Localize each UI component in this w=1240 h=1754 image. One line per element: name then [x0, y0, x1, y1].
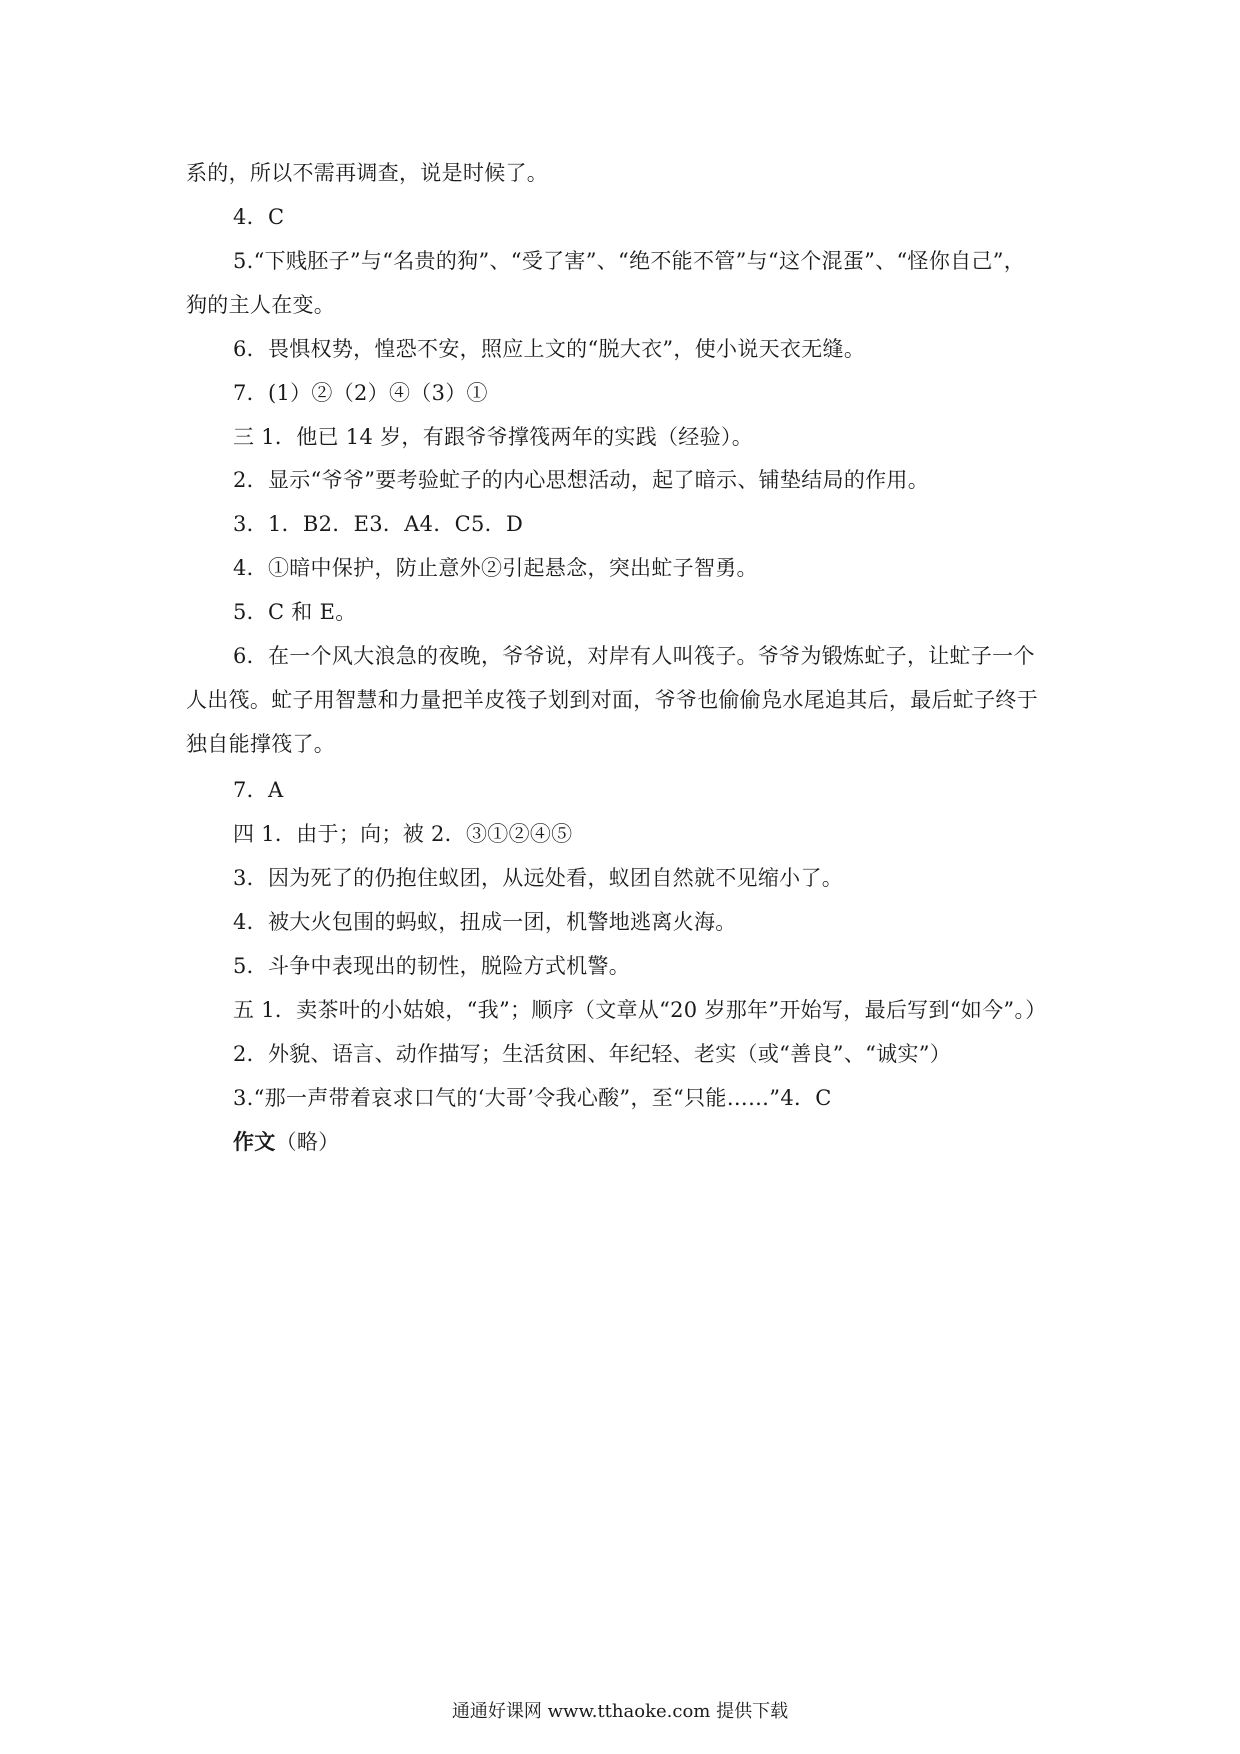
essay-label: 作文: [233, 1129, 276, 1154]
essay-line: [233, 1128, 340, 1156]
answer-line-9: 3．1．B2．E3．A4．C5．D: [233, 512, 524, 536]
answer-line-4: 狗的主人在变。: [186, 293, 336, 317]
page-footer: 通通好课网 www.tthaoke.com 提供下载: [451, 1701, 789, 1722]
answer-line-13: 人出筏。虻子用智慧和力量把羊皮筏子划到对面，爷爷也偷偷凫水尾追其后，最后虻子终于: [186, 688, 1038, 712]
answer-line-14: 独自能撑筏了。: [186, 732, 336, 756]
answer-line-19: 5．斗争中表现出的韧性，脱险方式机警。: [233, 954, 631, 978]
answer-line-20: 五 1．卖茶叶的小姑娘，“我”；顺序（文章从“20 岁那年”开始写，最后写到“如今”。）: [233, 998, 1047, 1022]
answer-line-11: 5．C 和 E。: [233, 600, 357, 624]
answer-line-8: 2．显示“爷爷”要考验虻子的内心思想活动，起了暗示、铺垫结局的作用。: [233, 468, 930, 492]
answer-line-22: 3.“那一声带着哀求口气的‘大哥’令我心酸”，至“只能……”4．C: [233, 1086, 832, 1110]
answer-line-16: 四 1．由于；向；被 2．③①②④⑤: [233, 822, 573, 846]
answer-line-10: 4．①暗中保护，防止意外②引起悬念，突出虻子智勇。: [233, 556, 758, 580]
answer-line-2: 4．C: [233, 205, 285, 229]
essay-note: （略）: [275, 1130, 340, 1154]
answer-line-17: 3．因为死了的仍抱住蚁团，从远处看，蚁团自然就不见缩小了。: [233, 866, 844, 890]
answer-line-1: 系的，所以不需再调查，说是时候了。: [186, 161, 549, 185]
answer-line-7: 三 1．他已 14 岁，有跟爷爷撑筏两年的实践（经验）。: [233, 425, 754, 449]
answer-line-6: 7．(1）②（2）④（3）①: [233, 381, 488, 405]
answer-line-18: 4．被大火包围的蚂蚁，扭成一团，机警地逃离火海。: [233, 910, 737, 934]
answer-line-15: 7．A: [233, 778, 284, 802]
answer-line-3: 5.“下贱胚子”与“名贵的狗”、“受了害”、“绝不能不管”与“这个混蛋”、“怪你自己”，: [233, 249, 1026, 273]
answer-line-5: 6．畏惧权势，惶恐不安，照应上文的“脱大衣”，使小说天衣无缝。: [233, 337, 866, 361]
answer-line-21: 2．外貌、语言、动作描写；生活贫困、年纪轻、老实（或“善良”、“诚实”）: [233, 1042, 952, 1066]
answer-line-12: 6．在一个风大浪急的夜晚，爷爷说，对岸有人叫筏子。爷爷为锻炼虻子，让虻子一个: [233, 644, 1035, 668]
